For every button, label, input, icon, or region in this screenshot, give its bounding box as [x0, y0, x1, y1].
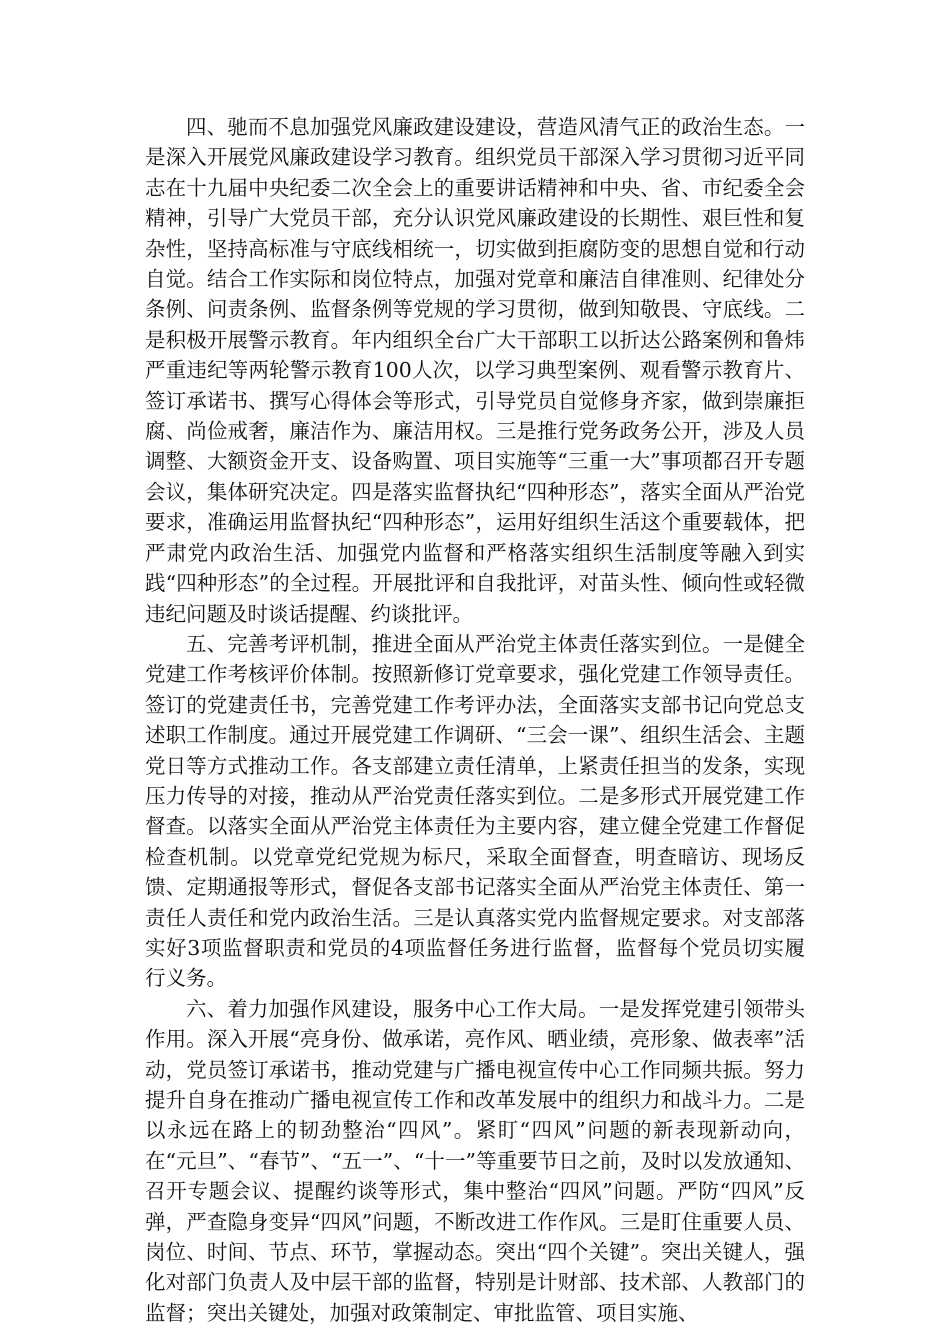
document-body	[145, 112, 805, 1328]
paragraph-section-four: 四、驰而不息加强党风廉政建设建设，营造风清气正的政治生态。一是深入开展党风廉政建设学习教育。组织党员干部深入学习贯彻习近平同志在十九届中央纪委二次全会上的重要讲话精神和中央、省、市纪委全会精神，引导广大党员干部，充分认识党风廉政建设的长期性、艰巨性和复杂性，坚持高标准与守底线相统一，切实做到拒腐防变的思想自觉和行动自觉。结合工作实际和岗位特点，加强对党章和廉洁自律准则、纪律处分条例、问责条例、监督条例等党规的学习贯彻，做到知敬畏、守底线。二是积极开展警示教育。年内组织全台广大干部职工以折达公路案例和鲁炜严重违纪等两轮警示教育100人次，以学习典型案例、观看警示教育片、签订承诺书、撰写心得体会等形式，引导党员自觉修身齐家，做到崇廉拒腐、尚俭戒奢，廉洁作为、廉洁用权。三是推行党务政务公开，涉及人员调整、大额资金开支、设备购置、项目实施等“三重一大”事项都召开专题会议，集体研究决定。四是落实监督执纪“四种形态”，落实全面从严治党要求，准确运用监督执纪“四种形态”，运用好组织生活这个重要载体，把严肃党内政治生活、加强党内监督和严格落实组织生活制度等融入到实践“四种形态”的全过程。开展批评和自我批评，对苗头性、倾向性或轻微违纪问题及时谈话提醒、约谈批评。	[145, 115, 805, 626]
paragraph-section-five: 五、完善考评机制，推进全面从严治党主体责任落实到位。一是健全党建工作考核评价体制。按照新修订党章要求，强化党建工作领导责任。签订的党建责任书，完善党建工作考评办法，全面落实支部书记向党总支述职工作制度。通过开展党建工作调研、“三会一课”、组织生活会、主题党日等方式推动工作。各支部建立责任清单，上紧责任担当的发条，实现压力传导的对接，推动从严治党责任落实到位。二是多形式开展党建工作督查。以落实全面从严治党主体责任为主要内容，建立健全党建工作督促检查机制。以党章党纪党规为标尺，采取全面督查，明查暗访、现场反馈、定期通报等形式，督促各支部书记落实全面从严治党主体责任、第一责任人责任和党内政治生活。三是认真落实党内监督规定要求。对支部落实好3项监督职责和党员的4项监督任务进行监督，监督每个党员切实履行义务。	[145, 631, 805, 991]
paragraph-section-six: 六、着力加强作风建设，服务中心工作大局。一是发挥党建引领带头作用。深入开展“亮身份、做承诺，亮作风、晒业绩，亮形象、做表率”活动，党员签订承诺书，推动党建与广播电视宣传中心工作同频共振。努力提升自身在推动广播电视宣传工作和改革发展中的组织力和战斗力。二是以永远在路上的韧劲整治“四风”。紧盯“四风”问题的新表现新动向，在“元旦”、“春节”、“五一”、“十一”等重要节日之前，及时以发放通知、召开专题会议、提醒约谈等形式，集中整治“四风”问题。严防“四风”反弹，严查隐身变异“四风”问题，不断改进工作作风。三是盯住重要人员、岗位、时间、节点、环节，掌握动态。突出“四个关键”。突出关键人，强化对部门负责人及中层干部的监督，特别是计财部、技术部、人教部门的监督；突出关键处，加强对政策制定、审批监管、项目实施、	[145, 996, 805, 1325]
